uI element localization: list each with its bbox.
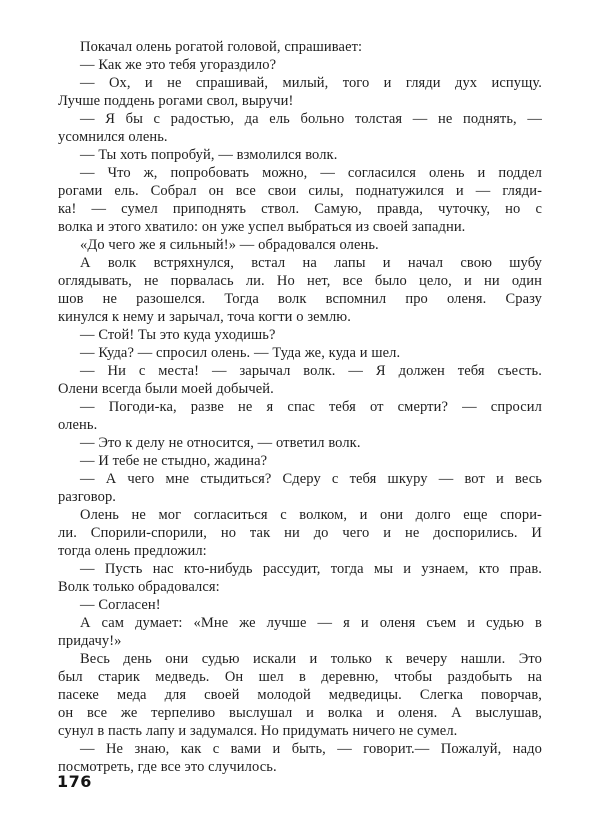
text-line: пасеке меда для своей молодой медведицы. Слегка поворчав, bbox=[58, 687, 542, 703]
text-line: рогами ель. Собрал он все свои силы, поднатужился и — гляди- bbox=[58, 183, 542, 199]
text-line: — Я бы с радостью, да ель больно толстая — не поднять, — bbox=[80, 111, 542, 127]
text-line: — Куда? — спросил олень. — Туда же, куда и шел. bbox=[80, 345, 401, 361]
text-line: — И тебе не стыдно, жадина? bbox=[80, 453, 268, 469]
text-line: Волк только обрадовался: bbox=[58, 579, 220, 595]
text-line: «До чего же я сильный!» — обрадовался олень. bbox=[80, 237, 379, 253]
text-line: Лучше поддень рогами свол, выручи! bbox=[58, 93, 294, 109]
paragraph bbox=[58, 326, 542, 344]
paragraph bbox=[58, 398, 542, 434]
text-line: — Стой! Ты это куда уходишь? bbox=[80, 327, 276, 343]
text-line: А волк встряхнулся, встал на лапы и начал свою шубу bbox=[80, 255, 542, 271]
text-line: — Это к делу не относится, — ответил волк. bbox=[80, 435, 361, 451]
text-line: — Ты хоть попробуй, — взмолился волк. bbox=[80, 147, 338, 163]
paragraph bbox=[58, 596, 542, 614]
text-line: А сам думает: «Мне же лучше — я и оленя съем и судью в bbox=[80, 615, 542, 631]
paragraph bbox=[58, 74, 542, 110]
text-line: ли. Спорили-спорили, но так ни до чего и не доспорились. И bbox=[58, 525, 542, 541]
paragraph bbox=[58, 614, 542, 650]
text-line: — А чего мне стыдиться? Сдеру с тебя шкуру — вот и весь bbox=[80, 471, 542, 487]
paragraph bbox=[58, 650, 542, 740]
text-line: Весь день они судью искали и только к вечеру нашли. Это bbox=[80, 651, 542, 667]
text-line: был старик медведь. Он шел в деревню, чтобы раздобыть на bbox=[58, 669, 542, 685]
text-line: олень. bbox=[58, 417, 98, 433]
text-line: придачу!» bbox=[58, 633, 122, 649]
paragraph bbox=[58, 362, 542, 398]
page-number: 176 bbox=[57, 772, 92, 791]
paragraph bbox=[58, 254, 542, 326]
text-line: Олень не мог согласиться с волком, и они долго еще спори- bbox=[80, 507, 542, 523]
text-line: оглядывать, не порвалась ли. Но нет, все было цело, и ни один bbox=[58, 273, 542, 289]
text-line: сунул в пасть лапу и задумался. Но придумать ничего не сумел. bbox=[58, 723, 458, 739]
text-line: — Согласен! bbox=[80, 597, 161, 613]
paragraph bbox=[58, 506, 542, 560]
paragraph bbox=[58, 470, 542, 506]
text-line: тогда олень предложил: bbox=[58, 543, 207, 559]
text-line: — Ни с места! — зарычал волк. — Я должен тебя съесть. bbox=[80, 363, 542, 379]
text-block bbox=[58, 38, 542, 776]
text-line: разговор. bbox=[58, 489, 117, 505]
text-line: Олени всегда были моей добычей. bbox=[58, 381, 274, 397]
text-line: волка и этого хватило: он уже успел выбраться из своей западни. bbox=[58, 219, 466, 235]
paragraph bbox=[58, 236, 542, 254]
text-line: он все же терпеливо выслушал и волка и оленя. А выслушав, bbox=[58, 705, 542, 721]
text-line: — Погоди-ка, разве не я спас тебя от смерти? — спросил bbox=[80, 399, 542, 415]
paragraph bbox=[58, 56, 542, 74]
paragraph bbox=[58, 38, 542, 56]
text-line: — Не знаю, как с вами и быть, — говорит.— Пожалуй, надо bbox=[80, 741, 542, 757]
paragraph bbox=[58, 434, 542, 452]
text-line: Покачал олень рогатой головой, спрашивает: bbox=[80, 39, 363, 55]
text-line: — Ох, и не спрашивай, милый, того и гляди дух испущу. bbox=[80, 75, 542, 91]
paragraph bbox=[58, 344, 542, 362]
paragraph bbox=[58, 110, 542, 146]
text-line: шов не разошелся. Тогда волк вспомнил про оленя. Сразу bbox=[58, 291, 542, 307]
paragraph bbox=[58, 740, 542, 776]
text-line: — Пусть нас кто-нибудь рассудит, тогда мы и узнаем, кто прав. bbox=[80, 561, 542, 577]
paragraph bbox=[58, 146, 542, 164]
text-line: — Что ж, попробовать можно, — согласился олень и поддел bbox=[80, 165, 542, 181]
text-line: посмотреть, где все это случилось. bbox=[58, 759, 277, 775]
text-line: кинулся к нему и зарычал, точа когти о землю. bbox=[58, 309, 351, 325]
paragraph bbox=[58, 164, 542, 236]
text-line: — Как же это тебя угораздило? bbox=[80, 57, 277, 73]
text-line: ка! — сумел приподнять ствол. Самую, правда, чуточку, но с bbox=[58, 201, 542, 217]
paragraph bbox=[58, 452, 542, 470]
text-line: усомнился олень. bbox=[58, 129, 168, 145]
paragraph bbox=[58, 560, 542, 596]
